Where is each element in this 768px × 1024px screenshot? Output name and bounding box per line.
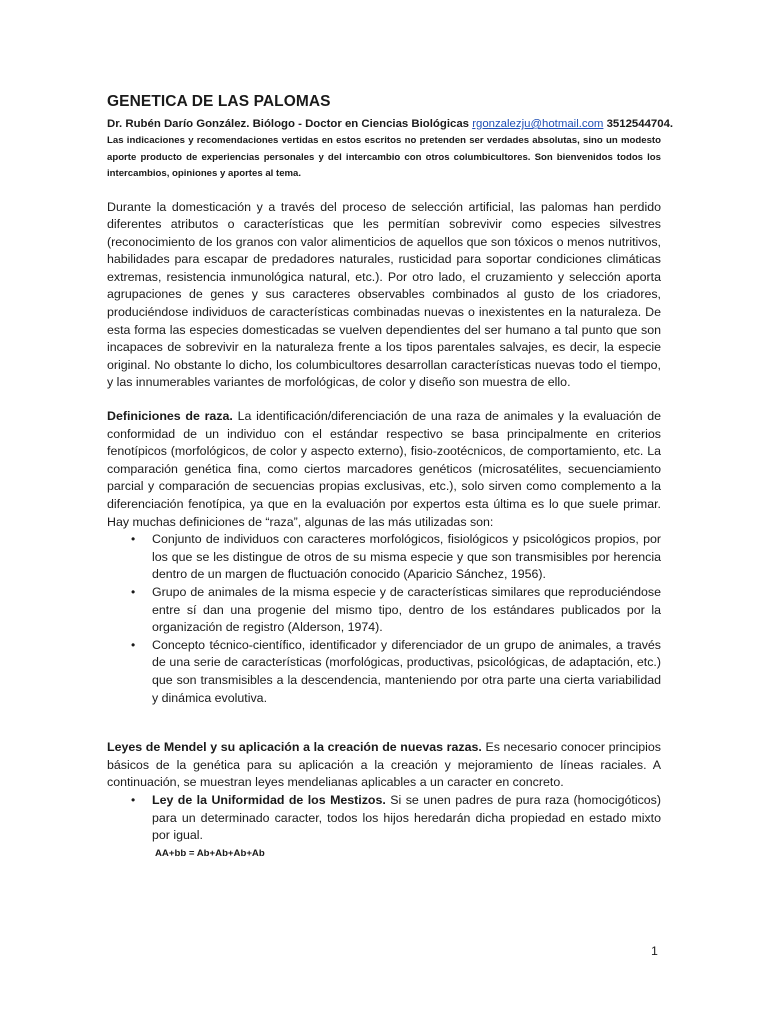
definitions-list	[107, 531, 661, 707]
disclaimer: Las indicaciones y recomendaciones vertidas en estos escritos no pretenden ser verdades absolutas, sino un modesto aporte producto de experiencias personales y del intercambio con otros columbicultores. Son bienvenidos todos los intercambios, opiniones y aportes al tema.	[107, 135, 661, 179]
list-item-text: Concepto técnico-científico, identificador y diferenciador de un grupo de animales, a través de una serie de características (morfológicas, productivas, psicológicas, de adaptación, etc.) que son transmisibles a la descendencia, manteniendo por otra parte una cierta variabilidad y dinámica evolutiva.	[152, 637, 661, 705]
bullet-icon: •	[131, 637, 136, 652]
law-heading: Ley de la Uniformidad de los Mestizos.	[152, 792, 386, 807]
list-item	[107, 637, 661, 707]
law-text: Si se unen padres de pura raza (homocigóticos) para un determinado caracter, todos los hijos heredarán dicha propiedad en estado mixto por igual.	[152, 792, 661, 843]
document-title: GENETICA DE LAS PALOMAS	[107, 93, 331, 110]
page-number: 1	[651, 944, 658, 958]
laws-list	[107, 792, 661, 845]
formula: AA+bb = Ab+Ab+Ab+Ab	[155, 847, 265, 859]
mendel-heading: Leyes de Mendel y su aplicación a la creación de nuevas razas.	[107, 740, 482, 755]
bullet-icon: •	[131, 532, 136, 547]
document-page	[107, 92, 674, 861]
list-item	[107, 792, 661, 845]
list-item	[107, 584, 661, 637]
list-item-text: Conjunto de individuos con caracteres morfológicos, fisiológicos y psicológicos propios, por los que se les distingue de otros de su misma especie y que son transmisibles por herencia dentro de un margen de fluctuación conocido (Aparicio Sánchez, 1956).	[152, 532, 661, 582]
author-phone: 3512544704.	[603, 118, 674, 130]
author-email-link[interactable]: rgonzalezju@hotmail.com	[472, 118, 604, 130]
bullet-icon: •	[131, 792, 136, 807]
mendel-paragraph	[107, 739, 661, 792]
definitions-text: La identificación/diferenciación de una raza de animales y la evaluación de conformidad de un individuo con el estándar respectivo se basa principalmente en criterios fenotípicos (morfológicos, de color y aspecto externo), fisio-zootécnicos, de comportamiento, etc. La comparación genética fina, como ciertos marcadores genéticos (microsatélites, secuenciamiento parcial y comparación de secuencias propias exclusivas, etc.), solo sirven como complemento a la diferenciación fenotípica, ya que en la evaluación por expertos esta última es lo que suele primar. Hay muchas definiciones de “raza”, algunas de las más utilizadas son:	[107, 409, 661, 529]
list-item	[107, 531, 661, 584]
mendel-text: Es necesario conocer principios básicos de la genética para su aplicación a la creación y mejoramiento de líneas raciales. A continuación, se muestran leyes mendelianas aplicables a un caracter en concreto.	[107, 740, 661, 790]
list-item-text: Grupo de animales de la misma especie y de características similares que reproduciéndose entre sí dan una progenie del mismo tipo, dentro de los estándares publicados por la organización de registro (Alderson, 1974).	[152, 584, 661, 635]
intro-paragraph: Durante la domesticación y a través del proceso de selección artificial, las palomas han perdido diferentes atributos o características que les permitían sobrevivir como especies silvestres (reconocimiento de los granos con valor alimenticios de aquellos que son tóxicos o menos nutritivos, habilidades para escapar de predadores naturales, rusticidad para soportar condiciones climáticas extremas, resistencia inmunológica natural, etc.). Por otro lado, el cruzamiento y selección aporta agrupaciones de genes y sus caracteres observables combinados al gusto de los criadores, produciéndose individuos de características combinadas nuevas o inexistentes en la naturaleza. De esta forma las especies domesticadas se vuelven dependientes del ser humano a tal punto que son incapaces de sobrevivir en la naturaleza frente a los tipos parentales salvajes, es decir, la especie original. No obstante lo dicho, los columbicultores desarrollan características nuevas todo el tiempo, y las innumerables variantes de morfológicas, de color y diseño son muestra de ello.	[107, 199, 661, 390]
author-line	[107, 117, 674, 132]
author-credentials: Dr. Rubén Darío González. Biólogo - Doctor en Ciencias Biológicas	[107, 118, 473, 130]
definitions-paragraph	[107, 408, 661, 531]
bullet-icon: •	[131, 584, 136, 599]
definitions-heading: Definiciones de raza.	[107, 409, 233, 424]
